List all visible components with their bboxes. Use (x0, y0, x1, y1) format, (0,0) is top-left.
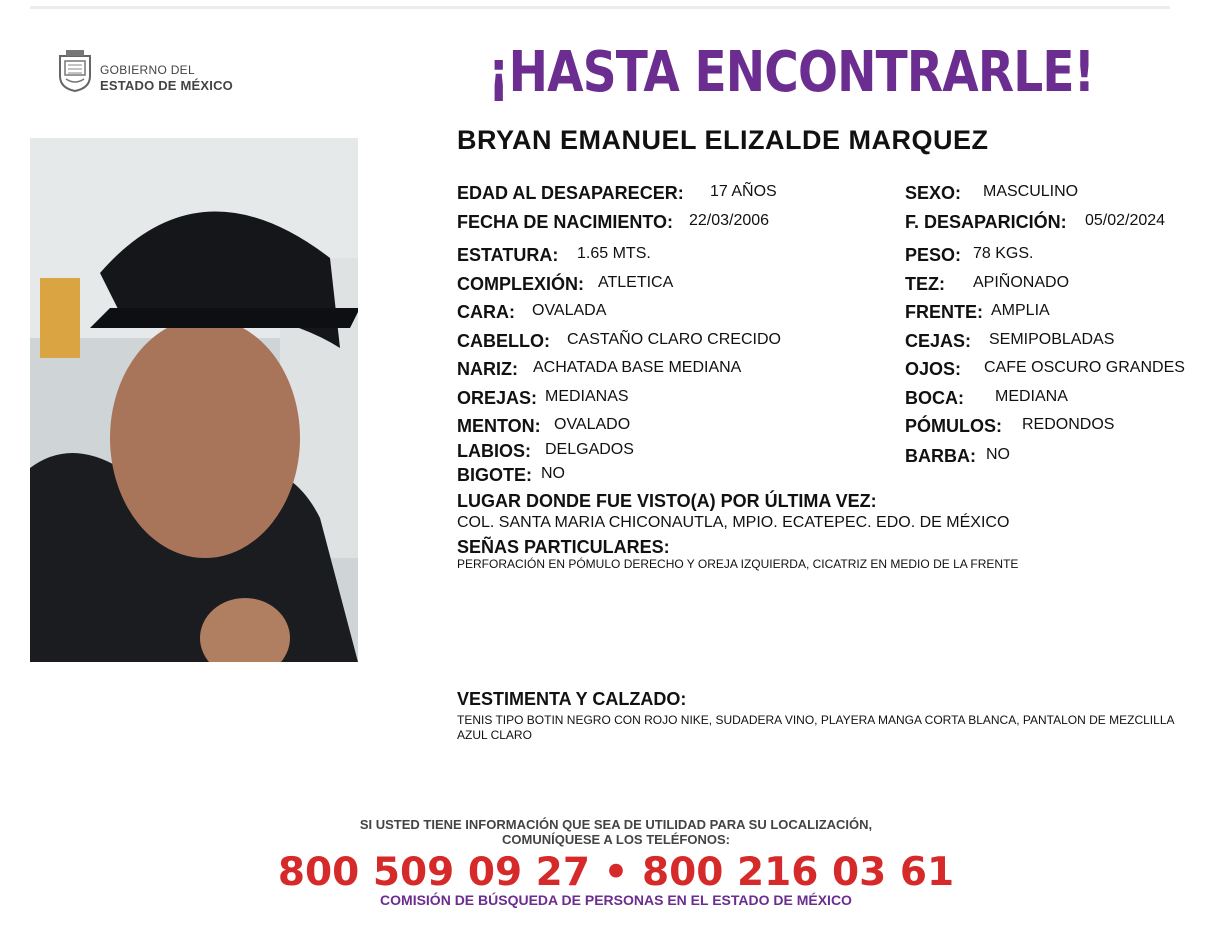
field-label: F. DESAPARICIÓN: (905, 212, 1067, 232)
field-value: ACHATADA BASE MEDIANA (533, 359, 742, 376)
field-label: PESO: (905, 245, 962, 265)
field-label: BARBA: (905, 446, 976, 466)
clothing-value: TENIS TIPO BOTIN NEGRO CON ROJO NIKE, SUDADERA VINO, PLAYERA MANGA CORTA BLANCA, PANTALON DE MEZCLILLA AZUL CLARO (457, 713, 1174, 742)
field-value: APIÑONADO (973, 274, 1070, 291)
field-label: LABIOS: (457, 441, 531, 461)
field-value: SEMIPOBLADAS (989, 331, 1115, 348)
field-label: SEXO: (905, 183, 962, 203)
field-value: NO (986, 446, 1010, 463)
phone-numbers[interactable]: 800 509 09 27 • 800 216 03 61 (277, 850, 955, 895)
field-value: 22/03/2006 (689, 212, 770, 229)
marks-label: SEÑAS PARTICULARES: (457, 537, 670, 557)
contact-info-line1: SI USTED TIENE INFORMACIÓN QUE SEA DE UTILIDAD PARA SU LOCALIZACIÓN, (359, 817, 873, 832)
field-value: MEDIANAS (545, 388, 629, 405)
field-label: OJOS: (905, 359, 962, 379)
state-seal-icon (56, 48, 94, 92)
logo-text-line1: GOBIERNO DEL (100, 63, 195, 77)
field-value: ATLETICA (598, 274, 674, 291)
field-value: MASCULINO (983, 183, 1079, 200)
marks-value: PERFORACIÓN EN PÓMULO DERECHO Y OREJA IZQUIERDA, CICATRIZ EN MEDIO DE LA FRENTE (457, 557, 1019, 571)
field-label: MENTON: (457, 416, 541, 436)
field-label: FRENTE: (905, 302, 983, 322)
field-label: BOCA: (905, 388, 964, 408)
field-label: NARIZ: (457, 359, 518, 379)
field-value: OVALADO (554, 416, 631, 433)
field-label: OREJAS: (457, 388, 538, 408)
field-label: COMPLEXIÓN: (457, 274, 585, 294)
field-value: CAFE OSCURO GRANDES (984, 359, 1185, 376)
field-label: CARA: (457, 302, 515, 322)
person-photo (30, 138, 358, 662)
last-seen-label: LUGAR DONDE FUE VISTO(A) POR ÚLTIMA VEZ: (457, 491, 877, 511)
government-logo (56, 48, 256, 96)
commission-name: COMISIÓN DE BÚSQUEDA DE PERSONAS EN EL ESTADO DE MÉXICO (380, 892, 852, 908)
field-value: DELGADOS (545, 441, 634, 458)
field-value: NO (541, 465, 565, 482)
last-seen-value: COL. SANTA MARIA CHICONAUTLA, MPIO. ECATEPEC. EDO. DE MÉXICO (457, 514, 1010, 531)
clothing-label: VESTIMENTA Y CALZADO: (457, 689, 687, 709)
headline: ¡HASTA ENCONTRARLE! (488, 40, 1095, 105)
field-label: CABELLO: (457, 331, 550, 351)
field-label: EDAD AL DESAPARECER: (457, 183, 684, 203)
field-label: CEJAS: (905, 331, 972, 351)
field-value: CASTAÑO CLARO CRECIDO (567, 331, 781, 348)
field-value: 78 KGS. (973, 245, 1034, 262)
field-value: REDONDOS (1022, 416, 1115, 433)
field-value: OVALADA (532, 302, 607, 319)
field-label: PÓMULOS: (905, 416, 1002, 436)
field-value: AMPLIA (991, 302, 1050, 319)
field-label: TEZ: (905, 274, 945, 294)
field-value: 17 AÑOS (710, 183, 777, 200)
contact-info-line2: COMUNÍQUESE A LOS TELÉFONOS: (502, 832, 730, 847)
field-label: BIGOTE: (457, 465, 532, 485)
top-divider (30, 6, 1170, 9)
field-label: FECHA DE NACIMIENTO: (457, 212, 673, 232)
field-value: MEDIANA (995, 388, 1068, 405)
field-value: 05/02/2024 (1085, 212, 1166, 229)
field-label: ESTATURA: (457, 245, 559, 265)
field-value: 1.65 MTS. (577, 245, 651, 262)
logo-text-line2: ESTADO DE MÉXICO (100, 78, 233, 93)
person-name: BRYAN EMANUEL ELIZALDE MARQUEZ (457, 125, 989, 155)
